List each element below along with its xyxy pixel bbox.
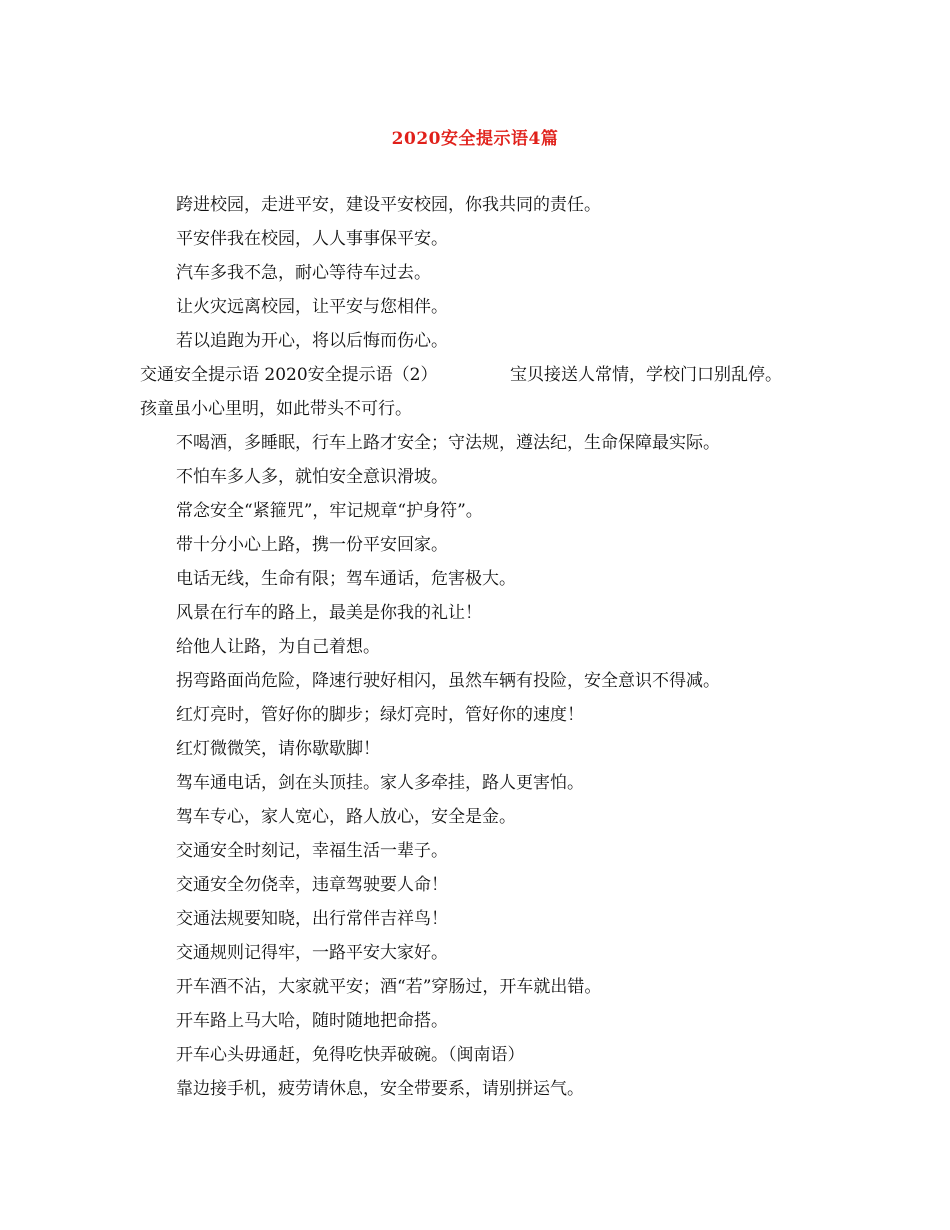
text-line: 平安伴我在校园，人人事事保平安。 bbox=[176, 229, 448, 249]
document-title: 2020安全提示语4篇 bbox=[391, 129, 559, 149]
text-line: 带十分小心上路，携一份平安回家。 bbox=[176, 535, 448, 555]
text-line: 驾车专心，家人宽心，路人放心，安全是金。 bbox=[176, 807, 516, 827]
text-line: 拐弯路面尚危险，降速行驶好相闪，虽然车辆有投险，安全意识不得减。 bbox=[176, 671, 720, 691]
text-line: 红灯微微笑，请你歇歇脚！ bbox=[176, 739, 380, 759]
text-line: 交通安全时刻记，幸福生活一辈子。 bbox=[176, 841, 448, 861]
text-line: 不怕车多人多，就怕安全意识滑坡。 bbox=[176, 467, 448, 487]
text-line: 不喝酒，多睡眠，行车上路才安全；守法规，遵法纪，生命保障最实际。 bbox=[176, 433, 720, 453]
section-heading: 交通安全提示语 2020安全提示语（2） bbox=[140, 365, 438, 385]
text-line: 让火灾远离校园，让平安与您相伴。 bbox=[176, 297, 448, 317]
text-line: 驾车通电话，剑在头顶挂。家人多牵挂，路人更害怕。 bbox=[176, 773, 584, 793]
text-line: 电话无线，生命有限；驾车通话，危害极大。 bbox=[176, 569, 516, 589]
text-line: 若以追跑为开心，将以后悔而伤心。 bbox=[176, 331, 448, 351]
text-line: 红灯亮时，管好你的脚步；绿灯亮时，管好你的速度！ bbox=[176, 705, 584, 725]
text-line: 开车酒不沾，大家就平安；酒“若”穿肠过，开车就出错。 bbox=[176, 977, 602, 997]
text-line: 交通安全勿侥幸，违章驾驶要人命！ bbox=[176, 875, 448, 895]
text-line: 交通规则记得牢，一路平安大家好。 bbox=[176, 943, 448, 963]
text-line: 跨进校园，走进平安，建设平安校园，你我共同的责任。 bbox=[176, 195, 601, 215]
text-line: 交通法规要知晓，出行常伴吉祥鸟！ bbox=[176, 909, 448, 929]
text-line-continuation: 孩童虽小心里明，如此带头不可行。 bbox=[140, 399, 412, 419]
text-line: 汽车多我不急，耐心等待车过去。 bbox=[176, 263, 431, 283]
text-line: 常念安全“紧箍咒”，牢记规章“护身符”。 bbox=[176, 501, 483, 521]
text-line: 开车心头毋通赶，免得吃快弄破碗。（闽南语） bbox=[176, 1045, 525, 1065]
section-first-line: 宝贝接送人常情，学校门口别乱停。 bbox=[510, 365, 782, 385]
text-line: 靠边接手机，疲劳请休息，安全带要系，请别拼运气。 bbox=[176, 1079, 584, 1099]
text-line: 开车路上马大哈，随时随地把命搭。 bbox=[176, 1011, 448, 1031]
text-line: 给他人让路，为自己着想。 bbox=[176, 637, 380, 657]
text-line: 风景在行车的路上，最美是你我的礼让！ bbox=[176, 603, 482, 623]
